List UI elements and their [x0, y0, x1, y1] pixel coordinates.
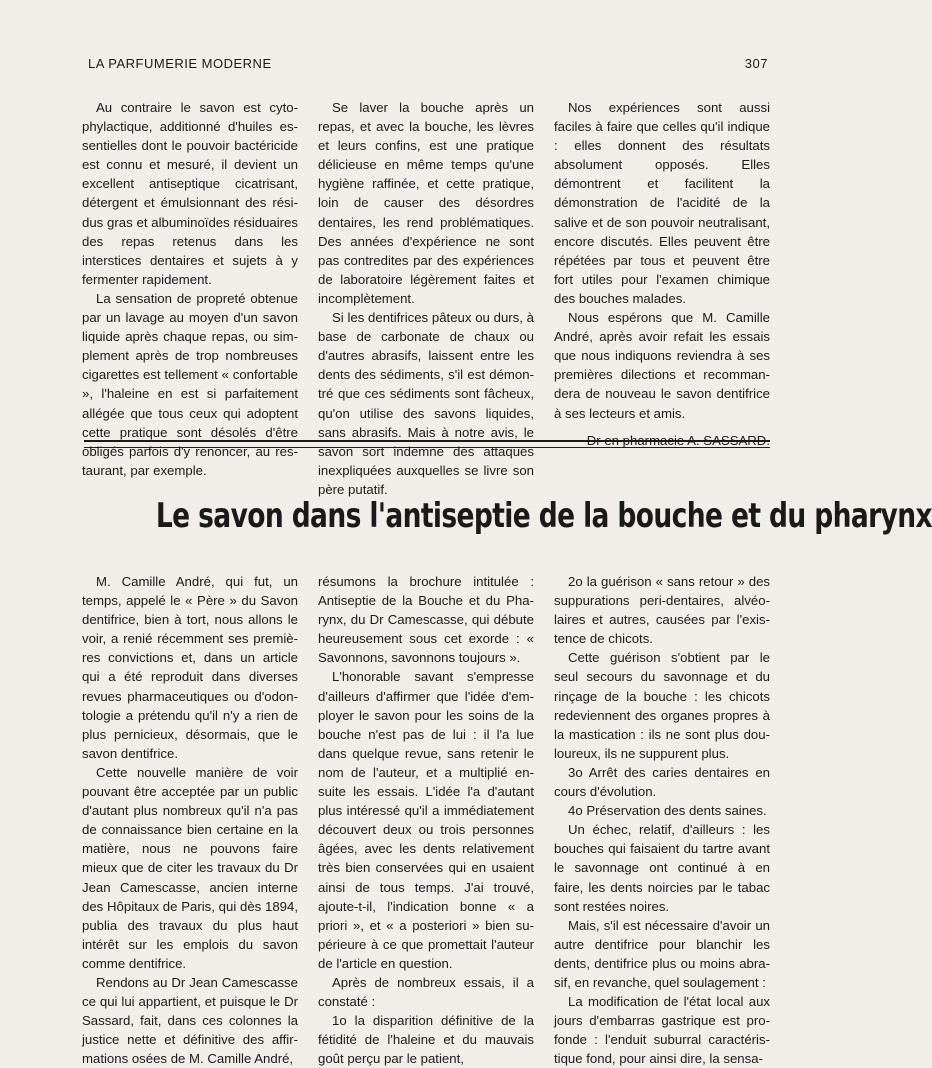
previous-article-columns [82, 98, 770, 499]
paragraph: 4o Préservation des dents saines. [568, 803, 767, 819]
divider-thin [84, 447, 770, 448]
paragraph: Si les dentifrices pâteux ou durs, à base de carbonate de chaux ou d'autres abrasifs, laissent entre les dents des sédiments, s'il est démontré que ces sédiments sont fâcheux, qu'on utilise des savons liquides, sans abrasifs. Mais à notre avis, le savon sort indemne des attaques inexpliquées auxquelles se livre son père putatif. [318, 310, 534, 497]
paragraph: Rendons au Dr Jean Camescasse ce qui lui appartient, et puisque le Dr Sassard, fait, dans ces colonnes la justice nette et définitive des affirmations osées de M. Camille André, [82, 974, 298, 1067]
paragraph: L'honorable savant s'empresse d'ailleurs d'affirmer que l'idée d'employer le savon pour les soins de la bouche n'est pas de lui : il l'a lue dans quelque revue, sans retenir le nom de l'auteur, et a multiplié ensuite les essais. L'idée l'a d'autant plus intéressé qu'il a immédiatement découvert deux ou trois personnes âgées, avec les dents relativement très bien conservées qui en usaient ainsi de tous temps. J'ai trouvé, ajoute-t-il, l'indication bonne « a priori », et « a posteriori » bien supérieure à ce que promettait l'auteur de l'article en question. [318, 669, 534, 971]
paragraph: Un échec, relatif, d'ailleurs : les bouches qui faisaient du tartre avant le savonnage ont continué à en faire, les dents noircies par le tabac sont restées noires. [554, 822, 770, 914]
paragraph: 1o la disparition définitive de la fétidité de l'haleine et du mauvais goût perçu par le patient, [318, 1013, 534, 1067]
top-column-1 [82, 98, 298, 499]
paragraph: Après de nombreux essais, il a constaté : [318, 974, 534, 1010]
paragraph: Nos expériences sont aussi faciles à faire que celles qu'il indique : elles donnent des résultats absolument opposés. Elles démontrent et facilitent la démonstration de l'acidité de la salive et de son pouvoir neutralisant, encore discutés. Elles peuvent être répétées par tous et peuvent être fort utiles pour l'examen chimique des bouches malades. [554, 100, 770, 306]
page-header [88, 56, 768, 71]
paragraph: Au contraire le savon est cytophylactique, additionné d'huiles essentielles dont le pouvoir bactéricide est connu et mesuré, il devient un excellent antiseptique cicatrisant, détergent et émulsionnant des résidus gras et albuminoïdes résiduaires des repas retenus dans les interstices dentaires et sujets à y fermenter rapidement. [82, 100, 298, 287]
bottom-column-1 [82, 572, 298, 1068]
paragraph: La sensation de propreté obtenue par un lavage au moyen d'un savon liquide après chaque repas, ou simplement après de trop nombreuses cigarettes est tellement « confortable », l'haleine en est si parfaitement allégée que tous ceux qui adoptent cette pratique sont désolés d'être obligés parfois d'y renoncer, au restaurant, par exemple. [82, 290, 298, 478]
top-column-2 [318, 98, 534, 499]
paragraph: Mais, s'il est nécessaire d'avoir un autre dentifrice pour blanchir les dents, dentifrice plus ou moins abrasif, en revanche, quel soulagement : [554, 917, 770, 990]
paragraph: Cette nouvelle manière de voir pouvant être acceptée par un public d'autant plus nombreux qu'il n'a pas de connaissance bien certaine en la matière, nous ne pouvons faire mieux que de citer les travaux du Dr Jean Camescasse, ancien interne des Hôpitaux de Paris, qui dès 1894, publia des travaux du plus haut intérêt sur les emplois du savon comme dentifrice. [82, 764, 298, 971]
page-number: 307 [744, 56, 768, 71]
top-column-3 [554, 98, 770, 499]
paragraph: Nous espérons que M. Camille André, après avoir refait les essais que nous indiquons reviendra à ses premières dilections et recommandera de nouveau le savon dentifrice à ses lecteurs et amis. [554, 310, 770, 421]
paragraph: 3o Arrêt des caries dentaires en cours d'évolution. [554, 764, 770, 800]
paragraph: Cette guérison s'obtient par le seul secours du savonnage et du rinçage de la bouche : les chicots redeviennent des organes propres à la mastication : ils ne sont plus douloureux, ils ne suppurent plus. [554, 650, 770, 761]
paragraph: La modification de l'état local aux jours d'embarras gastrique est profonde : l'enduit suburral caractéristique fond, pour ainsi dire, la sensa- [554, 994, 770, 1067]
paragraph: M. Camille André, qui fut, un temps, appelé le « Père » du Savon dentifrice, bien à tort, nous allons le voir, a renié récemment ses premières convictions et, dans un article qui a été reproduit dans diverses revues pharmaceutiques ou d'odontologie a prétendu qu'il n'y a rien de plus pernicieux, désormais, que le savon dentifrice. [82, 574, 298, 761]
paragraph: résumons la brochure intitulée : Antiseptie de la Bouche et du Pharynx, du Dr Camescasse, qui débute heureusement sous cet exorde : « Savonnons, savonnons toujours ». [318, 574, 534, 666]
paragraph: Se laver la bouche après un repas, et avec la bouche, les lèvres et leurs confins, est une pratique délicieuse en même temps qu'une hygiène raffinée, et cette pratique, loin de causer des désordres dentaires, les rend problématiques. Des années d'expérience ne sont pas contredites par des expériences de laboratoire légèrement faites et incomplètement. [318, 100, 534, 306]
journal-title: LA PARFUMERIE MODERNE [88, 56, 272, 71]
divider-thick [84, 440, 770, 442]
bottom-column-2 [318, 572, 534, 1068]
article-columns [82, 572, 770, 1068]
bottom-column-3 [554, 572, 770, 1068]
article-title: Le savon dans l'antiseptie de la bouche et du pharynx [155, 496, 932, 536]
author-signature: Dr en pharmacie A. SASSARD. [586, 432, 770, 448]
paragraph: 2o la guérison « sans retour » des suppurations peri-dentaires, alvéolaires et autres, causées par l'existence de chicots. [554, 574, 770, 647]
